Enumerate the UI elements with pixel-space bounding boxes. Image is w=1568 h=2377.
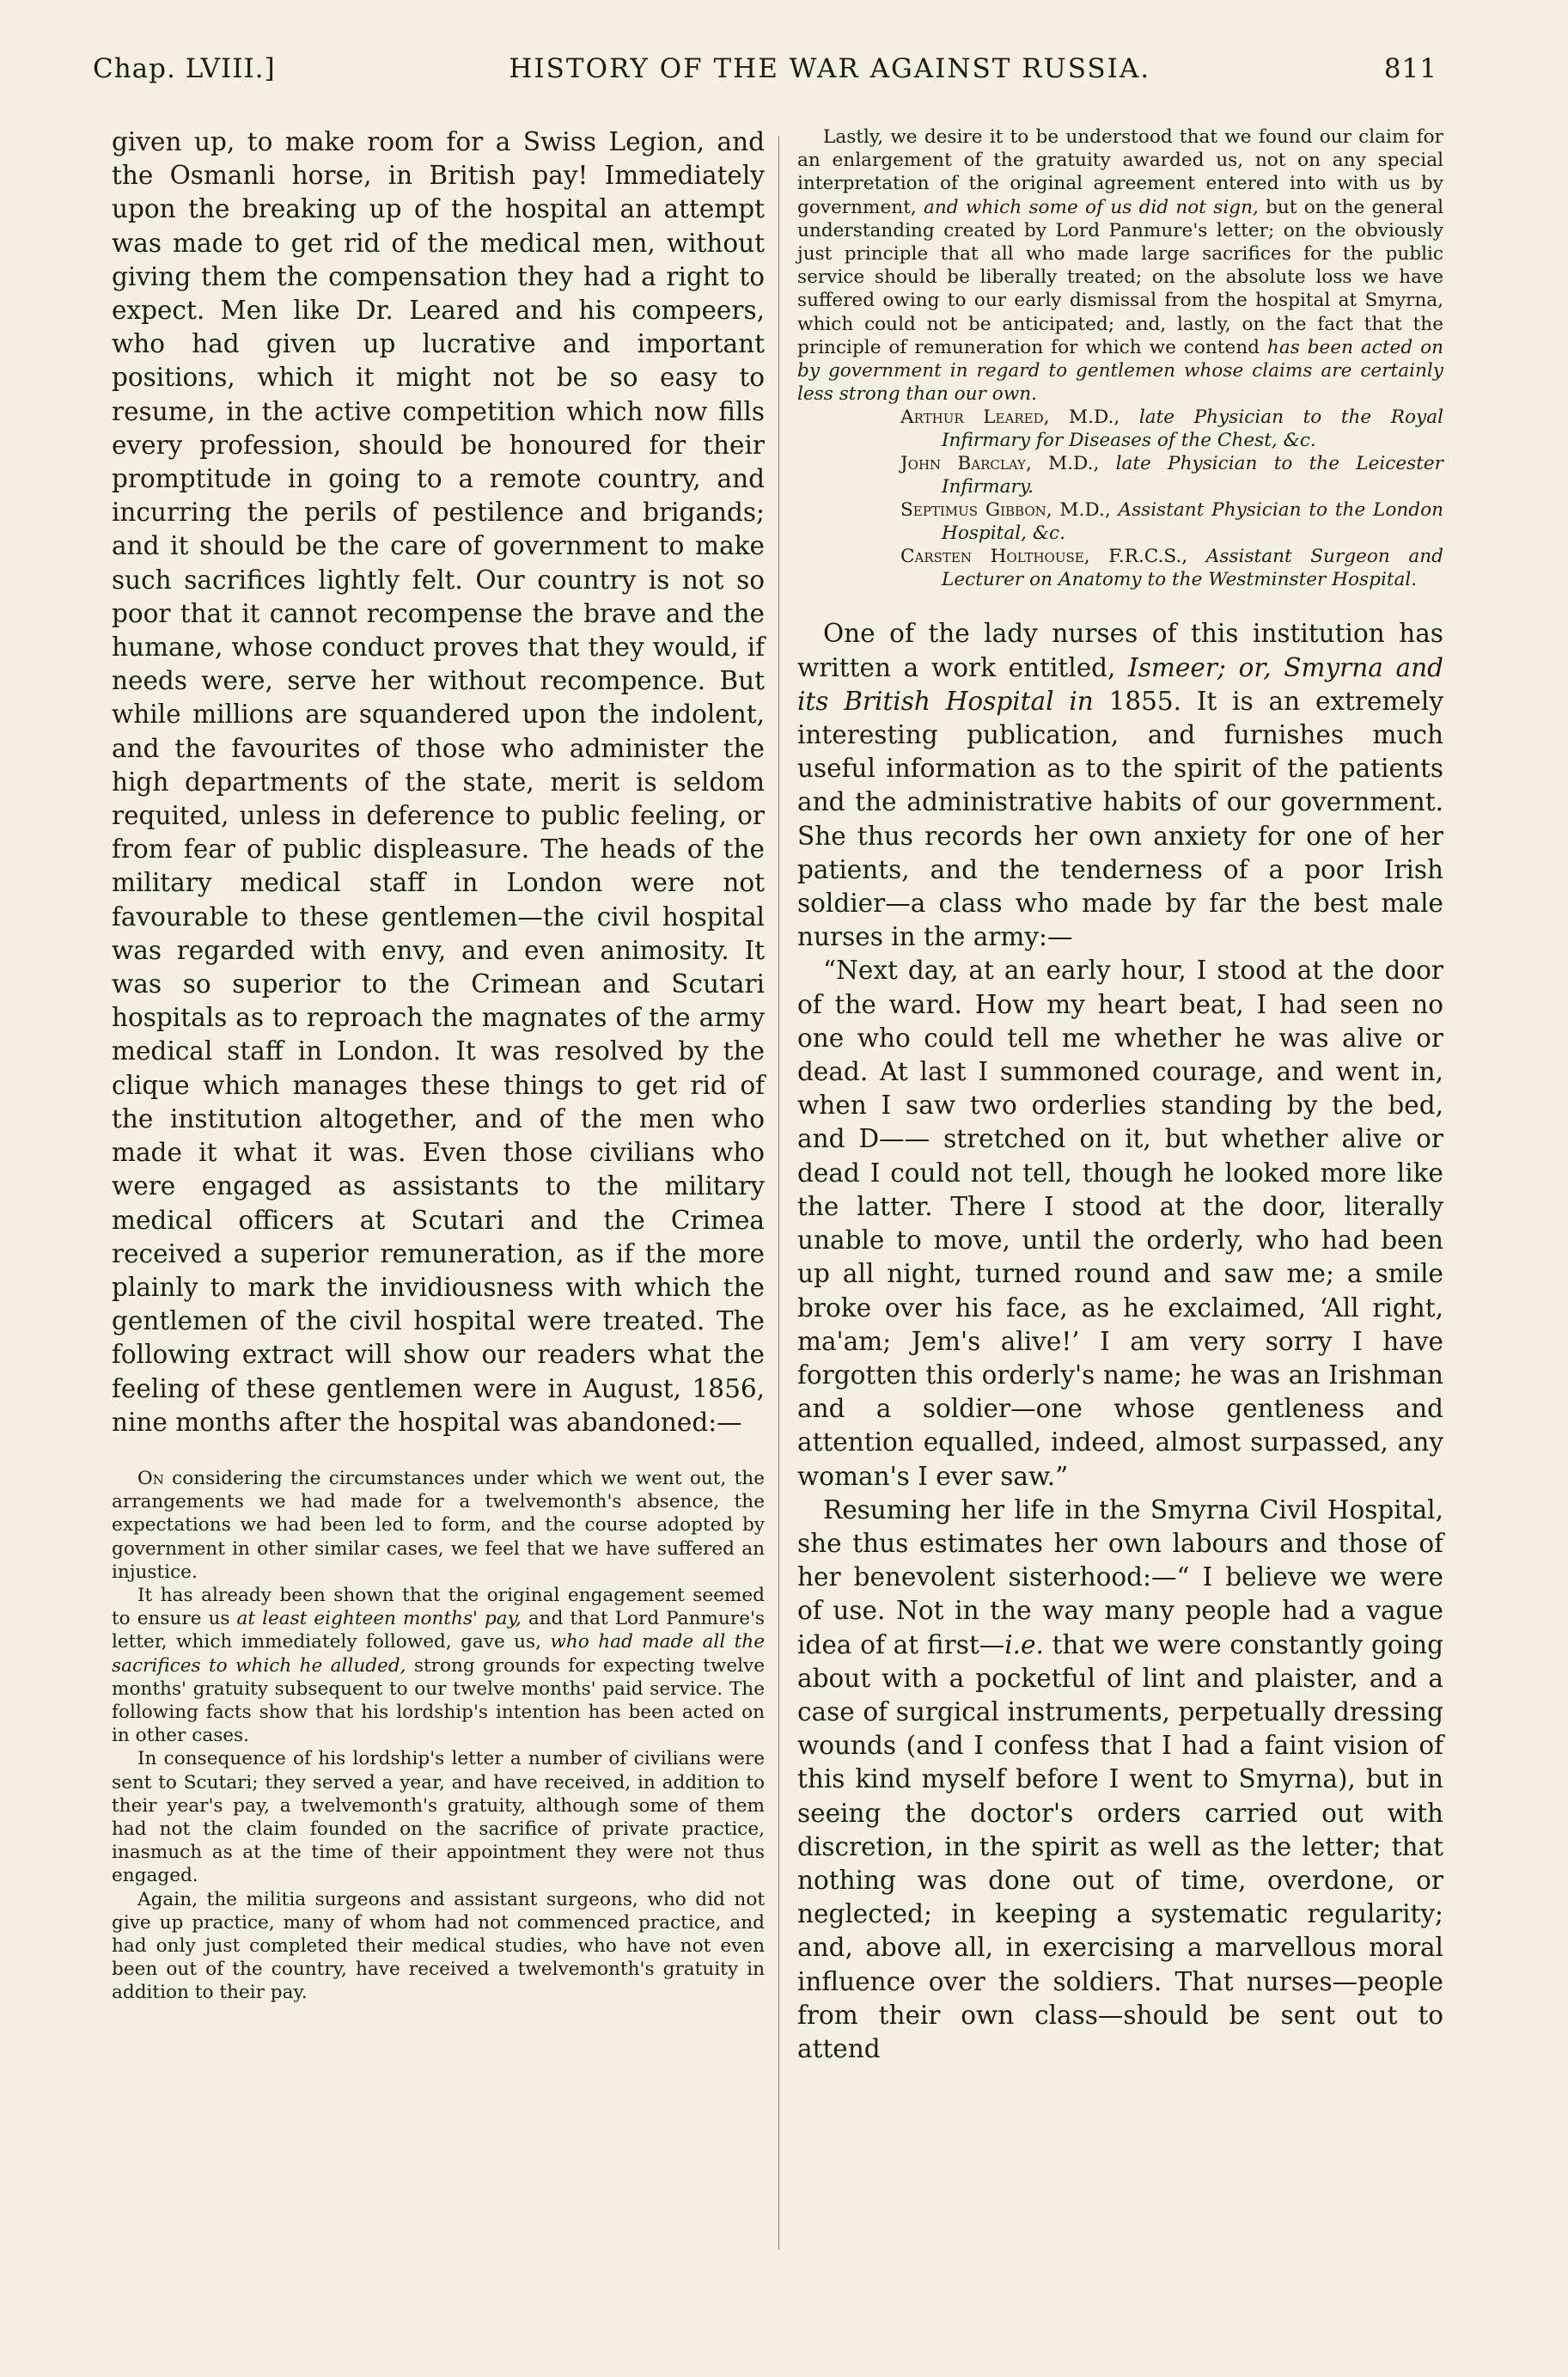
drop-word: On (137, 1467, 164, 1489)
signatories (900, 406, 1443, 591)
book-year: 1855. (1093, 686, 1182, 716)
book-title: Ismeer; or, Smyrna and its British Hospital in (797, 652, 1443, 716)
paragraph: given up, to make room for a Swiss Legion, and the Osmanli horse, in British pay! Immediately upon the breaking up of the hospital an attempt was made to get rid of the medical men, without giving them the compensation they had a right to expect. Men like Dr. Leared and his compeers, who had given up lucrative and important positions, which it might not be so easy to resume, in the active competition which now fills every profession, should be honoured for their promptitude in going to a remote country, and incurring the perils of pestilence and brigands; and it should be the care of government to make such sacrifices lightly felt. Our country is not so poor that it cannot recompense the brave and the humane, whose conduct proves that they would, if needs were, serve her without recompence. But while millions are squandered upon the indolent, and the favourites of those who administer the high departments of the state, merit is seldom requited, unless in deference to public feeling, or from fear of public displeasure. The heads of the military medical staff in London were not favourable to these gentlemen—the civil hospital was regarded with envy, and even animosity. It was so superior to the Crimean and Scutari hospitals as to reproach the magnates of the army medical staff in London. It was resolved by the clique which manages these things to get rid of the institution altogether, and of the men who made it what it was. Even those civilians who were engaged as assistants to the military medical officers at Scutari and the Crimea received a superior remuneration, as if the more plainly to mark the invidiousness with which the gentlemen of the civil hospital were treated. The following extract will show our readers what the feeling of these gentlemen were in August, 1856, nine months after the hospital was abandoned:— (112, 127, 765, 1437)
extract-paragraph: Again, the militia surgeons and assistant surgeons, who did not give up practice, many of whom had not commenced practice, and had only just completed their medical studies, who have not even been out of the country, have received a twelvemonth's gratuity in addition to their pay. (112, 1888, 765, 2004)
signatory-quals: , F.R.C.S., (1083, 546, 1206, 568)
emphasis: has been acted on by government in regard to gentlemen whose claims are certainly less strong than our own. (797, 336, 1444, 406)
signatory-title: Assistant Physician to the London Hospital, &c. (942, 499, 1443, 545)
page-number: 811 (1383, 53, 1437, 84)
emphasis: i.e. (1004, 1629, 1044, 1659)
extract-paragraph (112, 1584, 765, 1747)
extract-text: It has already been shown that the original engagement seemed to ensure us (112, 1584, 765, 1630)
signatory (900, 452, 1443, 498)
column-divider (778, 136, 779, 2250)
chapter-label: Chap. LVIII.] (93, 53, 276, 84)
paragraph (797, 1494, 1443, 2066)
running-head (93, 53, 1437, 95)
signatory-quals: , M.D., (1025, 453, 1116, 475)
signatory-quals: , M.D., (1046, 499, 1119, 522)
paragraph (797, 617, 1443, 954)
extract-paragraph (797, 125, 1443, 406)
emphasis: who had made all the sacrifices to which he alluded, (112, 1631, 765, 1677)
right-column (797, 125, 1443, 2066)
extract-paragraph: In consequence of his lordship's letter a number of civilians were sent to Scutari; they served a year, and have received, in addition to their year's pay, a twelvemonth's gratuity, although some of them had not the claim founded on the sacrifice of private practice, inasmuch as at the time of their appointment they were not thus engaged. (112, 1748, 765, 1887)
extract-paragraph (112, 1467, 765, 1584)
emphasis: and which some of us did not sign, (924, 196, 1259, 218)
extract-letter (112, 1467, 765, 2005)
quotation: “Next day, at an early hour, I stood at the door of the ward. How my heart beat, I had seen no one who could tell me whether he was alive or dead. At last I summoned courage, and went in, when I saw two orderlies standing by the bed, and D—— stretched on it, but whether alive or dead I could not tell, though he looked more like the latter. There I stood at the door, literally unable to move, until the orderly, who had been up all night, turned round and saw me; a smile broke over his face, as he exclaimed, ‘All right, ma'am; Jem's alive!’ I am very sorry I have forgotten this orderly's name; he was an Irishman and a soldier—one whose gentleness and attention equalled, indeed, almost surpassed, any woman's I ever saw.” (797, 956, 1443, 1491)
paragraph-text: One of the lady nurses of this institution has written a work entitled, (797, 619, 1443, 682)
signatory-name: Arthur Leared (900, 406, 1044, 429)
signatory-quals: , M.D., (1043, 406, 1139, 429)
signatory-name: Carsten Holthouse (900, 546, 1084, 568)
extract-text: strong grounds for expecting twelve months' gratuity subsequent to our twelve months' paid service. The following facts show that his lordship's intention has been acted on in other cases. (112, 1654, 765, 1747)
signatory-title: Assistant Surgeon and Lecturer on Anatomy to the Westminster Hospital. (942, 546, 1443, 591)
right-main-text (797, 617, 1443, 2066)
signatory-title: late Physician to the Royal Infirmary for Diseases of the Chest, &c. (942, 406, 1443, 452)
signatory (900, 406, 1443, 452)
paragraph-text: that we were constantly going about with a pocketful of lint and plaister, and a case of surgical instruments, perpetually dressing wounds (and I confess that I had a faint vision of this kind myself before I went to Smyrna), but in seeing the doctor's orders carried out with discretion, in the spirit as well as the letter; that nothing was done out of time, overdone, or neglected; in keeping a systematic regularity; and, above all, in exercising a marvellous moral influence over the soldiers. That nurses—people from their own class—should be sent out to attend (797, 1629, 1443, 2063)
signatory (900, 545, 1443, 591)
emphasis: at least eighteen months' pay, (236, 1608, 522, 1630)
page-title: HISTORY OF THE WAR AGAINST RUSSIA. (509, 53, 1151, 84)
paragraph-text: Resuming her life in the Smyrna Civil Hospital, she thus estimates her own labours and those of her benevolent sisterhood:—“ I believe we were of use. Not in the way many people had a vague idea of at first— (797, 1494, 1443, 1659)
left-column (112, 125, 765, 2005)
paragraph-text: It is an extremely interesting publication, and furnishes much useful information as to the spirit of the patients and the administrative habits of our government. She thus records her own anxiety for one of her patients, and the tenderness of a poor Irish soldier—a class who made by far the best male nurses in the army:— (797, 686, 1443, 952)
extract-text: Lastly, we desire it to be understood that we found our claim for an enlargement of the gratuity awarded us, not on any special interpretation of the original agreement entered into with us by government, (797, 126, 1443, 218)
signatory-name: Septimus Gibbon (900, 499, 1046, 522)
extract-text: considering the circumstances under which we went out, the arrangements we had made for a twelvemonth's absence, the expectations we had been led to form, and the course adopted by government in other similar cases, we feel that we have suffered an injustice. (112, 1467, 765, 1583)
extract-text: and that Lord Panmure's letter, which immediately followed, gave us, (112, 1608, 766, 1653)
signatory-name: John Barclay (900, 453, 1026, 475)
signatory-title: late Physician to the Leicester Infirmary. (942, 453, 1443, 498)
signatory (900, 498, 1443, 545)
extract-text: but on the general understanding created by Lord Panmure's letter; on the obviously just principle that all who made large sacrifices for the public service should be liberally treated; on the absolute loss we have suffered owing to our early dismissal from the hospital at Smyrna, which could not be anticipated; and, lastly, on the fact that the principle of remuneration for which we contend (797, 196, 1443, 358)
